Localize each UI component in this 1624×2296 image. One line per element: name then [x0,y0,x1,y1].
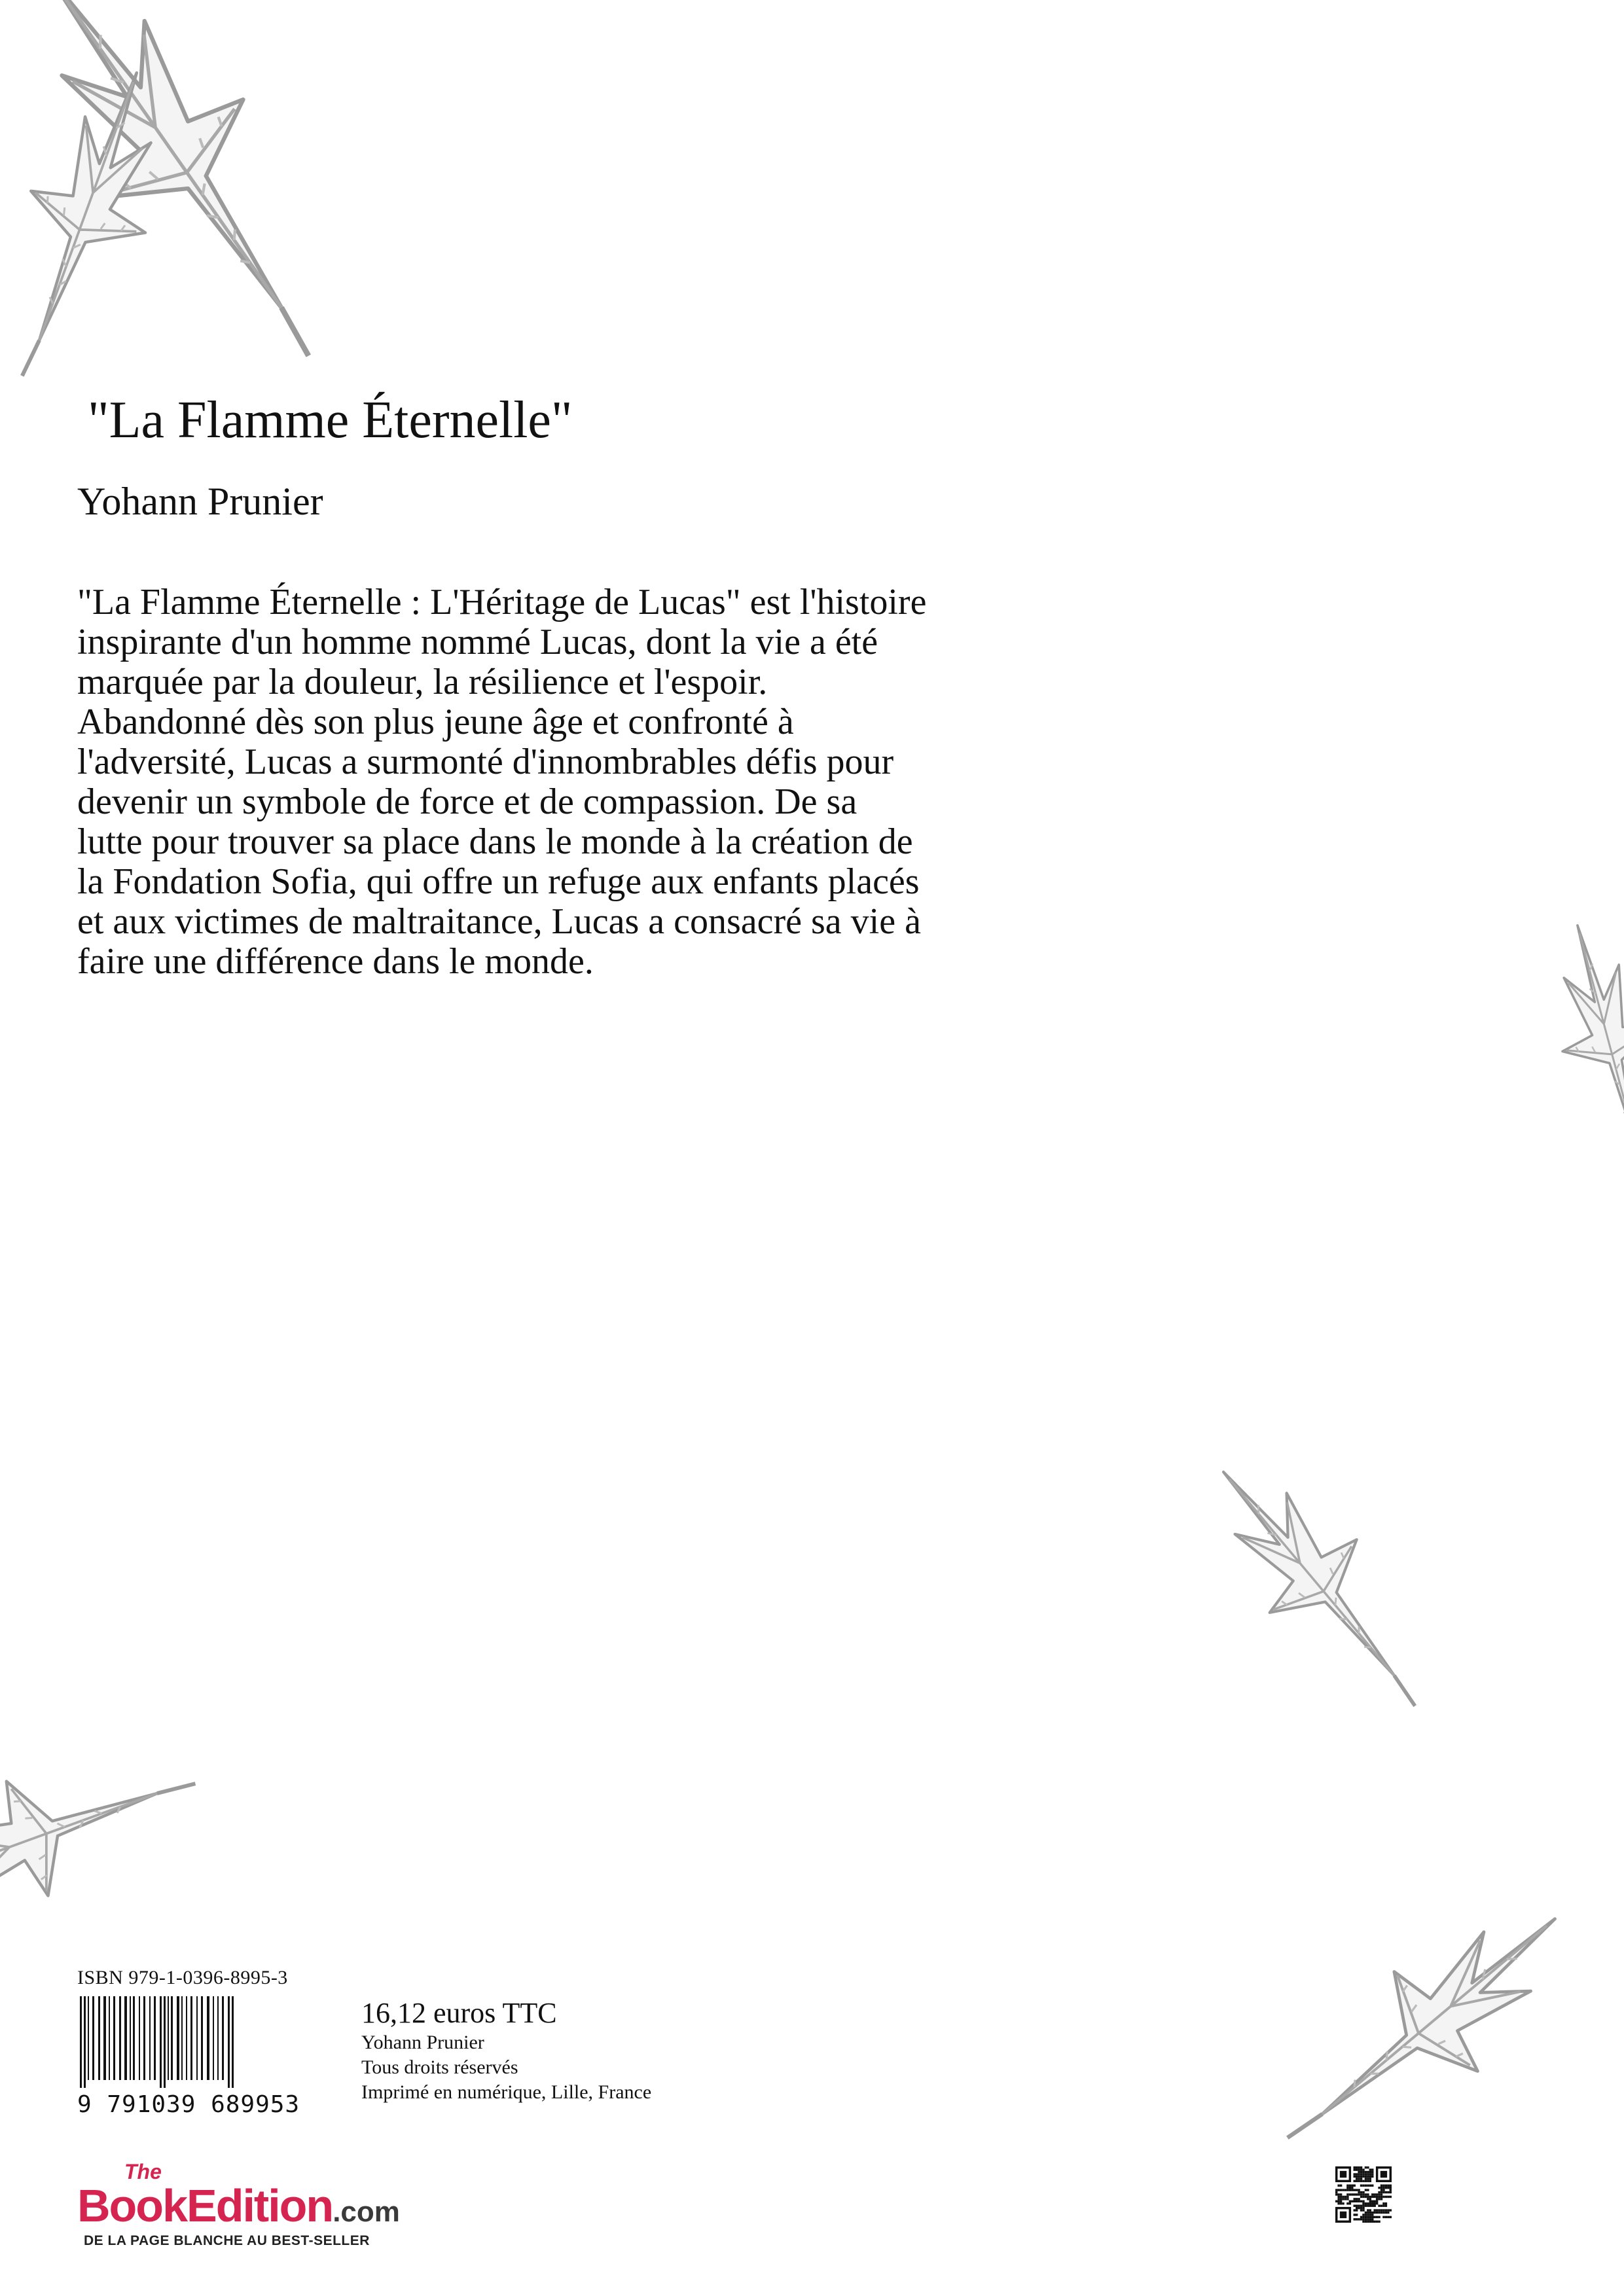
barcode-bar [103,1996,106,2080]
barcode-bar [80,1996,82,2088]
back-cover-summary [77,583,1269,982]
summary-line: faire une différence dans le monde. [77,941,594,982]
decorative-leaf-icon [1564,884,1624,1473]
barcode-bar [222,1996,224,2080]
barcode-bar [149,1996,151,2080]
logo-tagline: DE LA PAGE BLANCHE AU BEST-SELLER [84,2233,370,2248]
rights-notice: Tous droits réservés [361,2056,518,2078]
barcode-bar [217,1996,219,2080]
decorative-leaf-icon [0,1558,367,1977]
qr-code-icon [1335,2166,1392,2223]
summary-line: inspirante d'un homme nommé Lucas, dont la vie a été [77,622,878,662]
logo-domain: .com [333,2196,400,2228]
barcode-bar [84,1996,86,2088]
barcode-bar [124,1996,127,2080]
decorative-leaf-icon [1152,1427,1623,1833]
summary-line: la Fondation Sofia, qui offre un refuge aux enfants placés [77,861,920,902]
price: 16,12 euros TTC [361,1997,557,2029]
barcode-bar [143,1996,145,2080]
book-title: "La Flamme Éternelle" [88,391,573,449]
barcode-bar [190,1996,192,2080]
barcode-bar [213,1996,214,2080]
barcode-bar [232,1996,234,2088]
logo-wordmark [77,2179,400,2232]
publisher-logo [77,2160,470,2255]
barcode-bar [139,1996,140,2080]
barcode-bar [154,1996,156,2080]
barcode-bar [168,1996,169,2080]
summary-line: devenir un symbole de force et de compassion. De sa [77,781,857,822]
logo-name: BookEdition [77,2180,333,2231]
decorative-leaf-icon [0,0,327,393]
barcode-bar [201,1996,203,2080]
barcode-bar [119,1996,121,2080]
barcode-bar [171,1996,173,2080]
barcode-bar [177,1996,179,2080]
barcode-bar [130,1996,131,2080]
barcode-bar [186,1996,187,2080]
author-name: Yohann Prunier [77,480,323,523]
publication-info [361,1996,651,2105]
barcode-digits: 9 791039 689953 [77,2091,300,2118]
barcode-bar [88,1996,89,2080]
summary-line: "La Flamme Éternelle : L'Héritage de Lucas" est l'histoire [77,582,927,622]
barcode-bar [109,1996,110,2080]
barcode-bar [92,1996,94,2080]
barcode-bar [160,1996,162,2088]
barcode-bar [133,1996,135,2080]
logo-the: The [124,2160,162,2183]
isbn-label: ISBN 979-1-0396-8995-3 [77,1967,288,1988]
barcode-bar [207,1996,209,2080]
print-location: Imprimé en numérique, Lille, France [361,2081,652,2103]
barcode-bar [98,1996,100,2080]
barcode-bar [228,1996,230,2088]
barcode-bar [196,1996,198,2080]
barcode-bar [164,1996,166,2088]
publication-author: Yohann Prunier [361,2032,484,2053]
barcode-icon [77,1996,319,2088]
barcode-bar [181,1996,183,2080]
summary-line: l'adversité, Lucas a surmonté d'innombrables défis pour [77,742,894,782]
summary-line: Abandonné dès son plus jeune âge et confronté à [77,702,794,742]
summary-line: marquée par la douleur, la résilience et l'espoir. [77,662,768,702]
summary-line: lutte pour trouver sa place dans le monde à la création de [77,821,913,862]
barcode-bar [113,1996,115,2080]
summary-line: et aux victimes de maltraitance, Lucas a consacré sa vie à [77,901,921,942]
